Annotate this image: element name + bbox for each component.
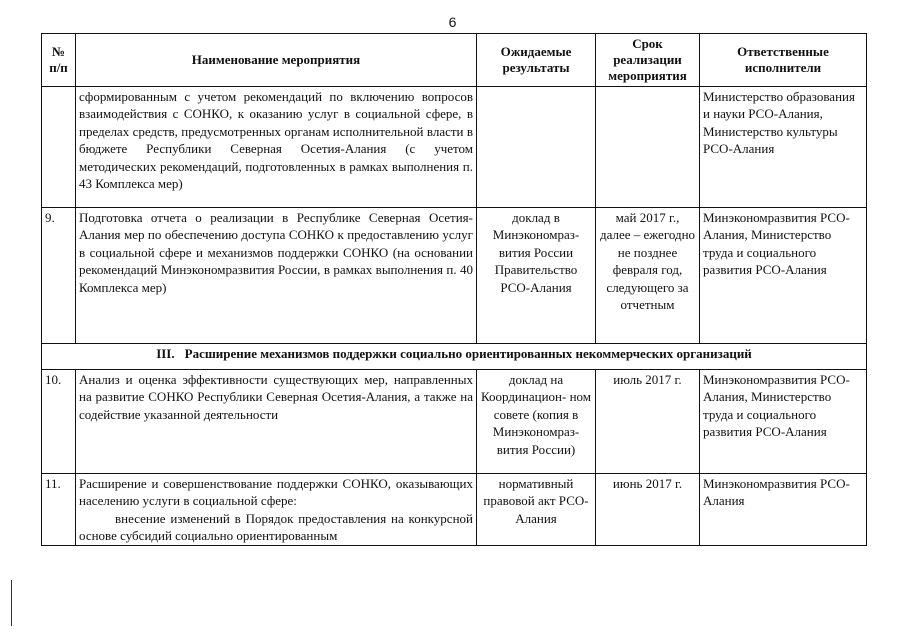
header-result: Ожидаемые результаты (477, 34, 596, 87)
row-term: май 2017 г., далее – ежегодно не позднее февраля год, следующего за отчетным (596, 208, 700, 344)
section-row (42, 344, 867, 370)
table-header-row (42, 34, 867, 87)
row-num: 9. (42, 208, 76, 344)
measures-table (41, 33, 867, 546)
row-result: доклад на Координацион- ном совете (копия в Минэкономраз- вития России) (477, 370, 596, 474)
row-executors: Министерство образования и науки РСО-Алания, Министерство культуры РСО-Алания (700, 87, 867, 208)
measure-subitem-text: внесение изменений в Порядок предоставления на конкурсной основе субсидий социально ориентированным (79, 510, 473, 544)
table-row (42, 474, 867, 546)
header-executors: Ответственные исполнители (700, 34, 867, 87)
row-measure-name: сформированным с учетом рекомендаций по включению вопросов взаимодействия с СОНКО, к оказанию услуг в социальной сфере, в пределах средств, предусмотренных органам исполнительной власти в бюджете Республики Северная Осетия-Алания (с учетом методических рекомендаций, подготовленных в рамках выполнения п. 43 Комплекса мер) (76, 87, 477, 208)
section-heading (42, 344, 867, 370)
row-executors: Минэкономразвития РСО-Алания, Министерство труда и социального развития РСО-Алания (700, 370, 867, 474)
page-number: 6 (448, 14, 457, 30)
row-measure-name: Анализ и оценка эффективности существующих мер, направленных на развитие СОНКО Республики Северная Осетия-Алания, а также на содействие указанной деятельности (76, 370, 477, 474)
header-term: Срок реализации мероприятия (596, 34, 700, 87)
row-num: 11. (42, 474, 76, 546)
header-num: № п/п (42, 34, 76, 87)
row-executors: Минэкономразвития РСО-Алания (700, 474, 867, 546)
row-term: июнь 2017 г. (596, 474, 700, 546)
table-row (42, 370, 867, 474)
table-row (42, 87, 867, 208)
row-num: 10. (42, 370, 76, 474)
row-term: июль 2017 г. (596, 370, 700, 474)
row-result (477, 87, 596, 208)
header-name: Наименование мероприятия (76, 34, 477, 87)
row-result: нормативный правовой акт РСО-Алания (477, 474, 596, 546)
measure-intro-text: Расширение и совершенствование поддержки СОНКО, оказывающих населению услуги в социальной сфере: (79, 476, 473, 509)
row-result: доклад в Минэкономраз- вития России Правительство РСО-Алания (477, 208, 596, 344)
row-num (42, 87, 76, 208)
row-measure-name: Подготовка отчета о реализации в Республике Северная Осетия-Алания мер по обеспечению доступа СОНКО к предоставлению услуг в социальной сфере и механизмов поддержки СОНКО (на основании рекомендаций Минэкономразвития России, в рамках выполнения п. 40 Комплекса мер) (76, 208, 477, 344)
row-measure-name (76, 474, 477, 546)
row-term (596, 87, 700, 208)
row-executors: Минэкономразвития РСО-Алания, Министерство труда и социального развития РСО-Алания (700, 208, 867, 344)
section-title: Расширение механизмов поддержки социально ориентированных некоммерческих организаций (184, 346, 752, 361)
scan-margin-line (11, 580, 12, 626)
section-number: III. (156, 346, 175, 361)
table-row (42, 208, 867, 344)
